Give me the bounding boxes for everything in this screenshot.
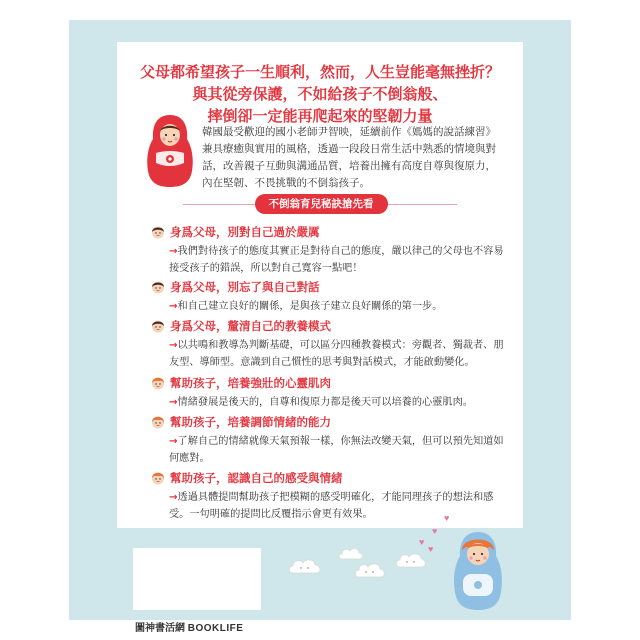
tip-body — [169, 337, 511, 371]
heart-icon: ♥ — [428, 544, 434, 554]
heart-icon: ♥ — [419, 537, 425, 547]
tip-text: 透過具體提問幫助孩子把模糊的感受明確化，才能同理孩子的想法和感受。一句明確的提問比反覆指示會更有效果。 — [169, 492, 494, 520]
tip-section — [151, 279, 511, 315]
tip-text: 了解自己的情緒就像天氣預報一樣，你無法改變天氣，但可以預先知道如何應對。 — [169, 436, 504, 464]
arrow-icon: → — [169, 340, 178, 351]
red-matryoshka-doll-icon — [144, 113, 196, 189]
headline-line-1: 父母都希望孩子一生順利，然而，人生豈能毫無挫折？ — [139, 64, 500, 81]
tip-title: 幫助孩子，培養強壯的心靈肌肉 — [170, 378, 331, 390]
child-face-icon — [151, 376, 165, 390]
tip-body — [169, 243, 511, 277]
tip-title: 身爲父母，別對自己過於嚴厲 — [170, 227, 320, 239]
tip-text: 情緒發展是後天的，自尊和復原力都是後天可以培養的心靈肌肉。 — [177, 397, 473, 408]
cloud-icon — [338, 547, 364, 561]
cloud-icon — [288, 557, 322, 575]
publisher-brand — [135, 619, 243, 634]
tip-section — [151, 224, 511, 277]
tip-section — [151, 470, 511, 523]
heart-icon: ♥ — [432, 526, 438, 536]
arrow-icon: → — [169, 246, 178, 257]
heart-icon: ♥ — [444, 513, 450, 523]
parent-face-icon — [151, 319, 165, 333]
cloud-icon — [395, 551, 427, 569]
tip-title: 身爲父母，別忘了與自己對話 — [170, 282, 320, 294]
parent-face-icon — [151, 225, 165, 239]
tip-body — [169, 433, 511, 467]
child-face-icon — [151, 471, 165, 485]
tip-body — [169, 298, 511, 315]
tips-banner — [183, 194, 459, 214]
arrow-icon: → — [169, 492, 178, 503]
arrow-icon: → — [169, 436, 178, 447]
tip-title: 身爲父母，釐清自己的教養模式 — [170, 321, 331, 333]
tip-section — [151, 318, 511, 371]
bottom-blank-panel — [133, 548, 261, 610]
arrow-icon: → — [169, 397, 178, 408]
tip-text: 我們對待孩子的態度其實正是對待自己的態度，嚴以律己的父母也不容易接受孩子的錯誤，所以對自己寬容一點吧！ — [169, 246, 504, 274]
tip-section — [151, 414, 511, 467]
headline-line-3: 摔倒卻一定能再爬起來的堅韌力量 — [207, 108, 433, 125]
banner-label: 不倒翁育兒秘訣搶先看 — [255, 194, 388, 214]
brand-english: BOOKLIFE — [187, 623, 244, 634]
tip-title: 幫助孩子，認識自己的感受與情緒 — [170, 473, 343, 485]
tip-text: 和自己建立良好的關係，是與孩子建立良好關係的第一步。 — [177, 301, 443, 312]
tip-body — [169, 489, 511, 523]
tip-section — [151, 375, 511, 411]
tip-text: 以共鳴和教導為判斷基礎，可以區分四種教養模式：旁觀者、獨裁者、朋友型、導師型。意識到自己慣性的思考與對話模式，才能啟動變化。 — [169, 340, 504, 368]
parent-face-icon — [151, 280, 165, 294]
brand-chinese: 圖神書活網 — [135, 623, 185, 634]
blue-matryoshka-doll-icon — [450, 530, 506, 612]
intro-paragraph: 韓國最受歡迎的國小老師尹智映，延續前作《媽媽的說話練習》兼具療癒與實用的風格，透過一段段日常生活中熟悉的情境與對話，改善親子互動與溝通品質，培養出擁有高度自尊與復原力，內在堅韌、不畏挑戰的不倒翁孩子。 — [202, 126, 496, 189]
arrow-icon: → — [169, 301, 178, 312]
tip-body — [169, 394, 511, 411]
child-face-icon — [151, 415, 165, 429]
tip-title: 幫助孩子，培養調節情緒的能力 — [170, 417, 331, 429]
headline-line-2: 與其從旁保護，不如給孩子不倒翁般、 — [192, 86, 448, 103]
cloud-icon — [354, 561, 386, 579]
